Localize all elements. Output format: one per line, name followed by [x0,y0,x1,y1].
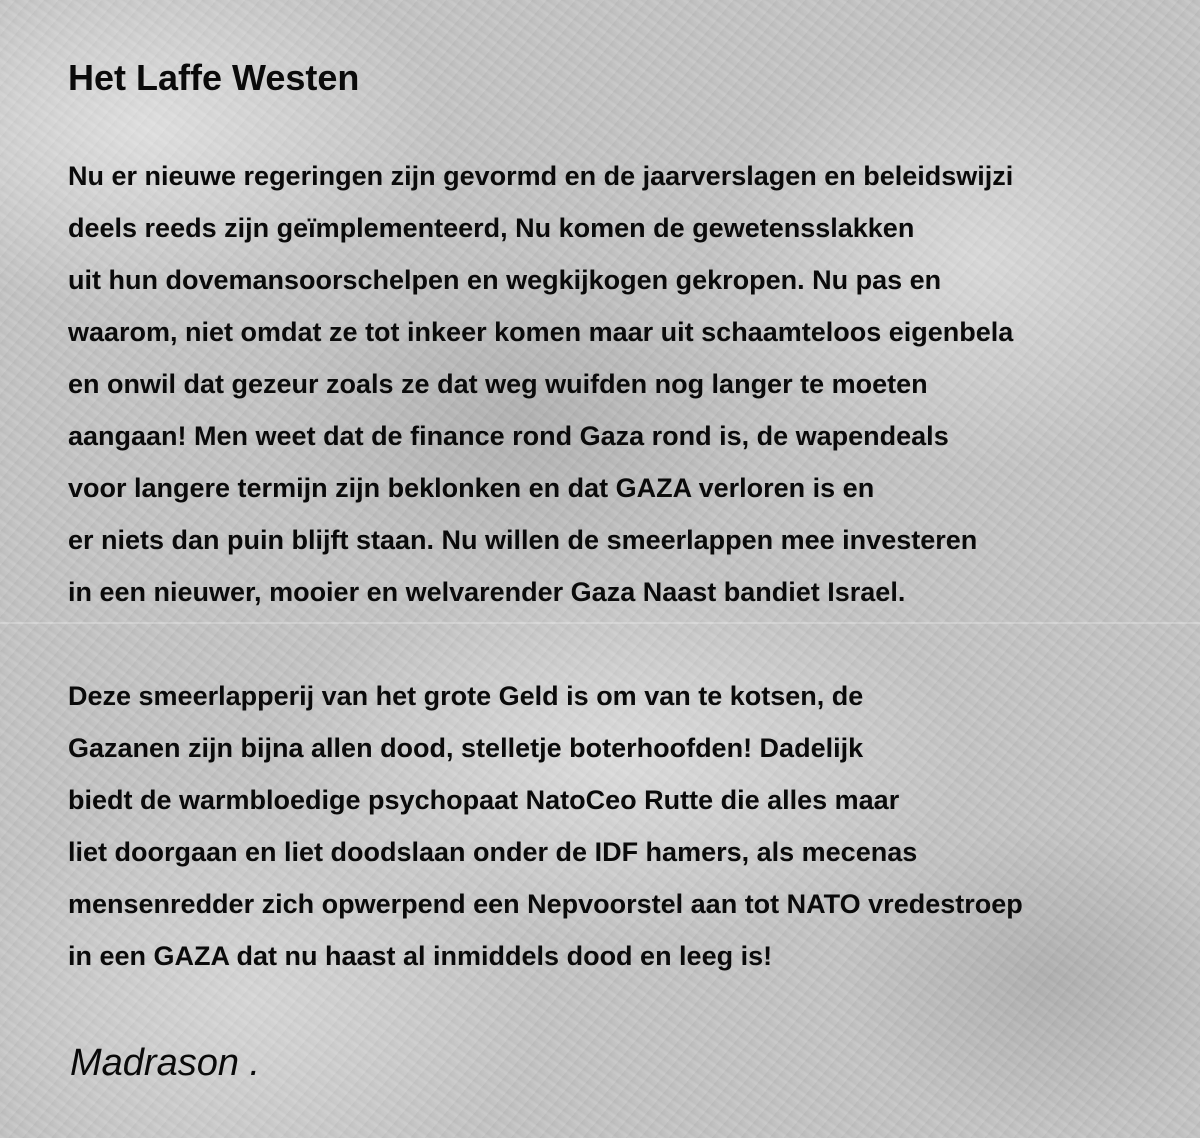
verse-line: Gazanen zijn bijna allen dood, stelletje boterhoofden! Dadelijk [68,733,864,763]
poem-author: Madrason . [70,1042,261,1084]
verse-line: voor langere termijn zijn beklonken en dat GAZA verloren is en [68,473,875,503]
verse-line: mensenredder zich opwerpend een Nepvoorstel aan tot NATO vredestroep [68,889,1023,919]
verse-line: biedt de warmbloedige psychopaat NatoCeo Rutte die alles maar [68,785,900,815]
background-tile-seam [0,622,1200,624]
stanza-1 [68,150,1200,618]
verse-line: en onwil dat gezeur zoals ze dat weg wuifden nog langer te moeten [68,369,928,399]
stanza-2 [68,670,1200,982]
verse-line: Deze smeerlapperij van het grote Geld is om van te kotsen, de [68,681,864,711]
verse-line: deels reeds zijn geïmplementeerd, Nu komen de gewetensslakken [68,213,915,243]
verse-line: er niets dan puin blijft staan. Nu willen de smeerlappen mee investeren [68,525,978,555]
verse-line: Nu er nieuwe regeringen zijn gevormd en de jaarverslagen en beleidswijzi [68,161,1014,191]
poem-title: Het Laffe Westen [68,57,360,98]
verse-line: liet doorgaan en liet doodslaan onder de IDF hamers, als mecenas [68,837,918,867]
verse-line: in een nieuwer, mooier en welvarender Gaza Naast bandiet Israel. [68,577,906,607]
verse-line: waarom, niet omdat ze tot inkeer komen maar uit schaamteloos eigenbela [68,317,1014,347]
verse-line: uit hun dovemansoorschelpen en wegkijkogen gekropen. Nu pas en [68,265,942,295]
verse-line: aangaan! Men weet dat de finance rond Gaza rond is, de wapendeals [68,421,949,451]
verse-line: in een GAZA dat nu haast al inmiddels dood en leeg is! [68,941,773,971]
